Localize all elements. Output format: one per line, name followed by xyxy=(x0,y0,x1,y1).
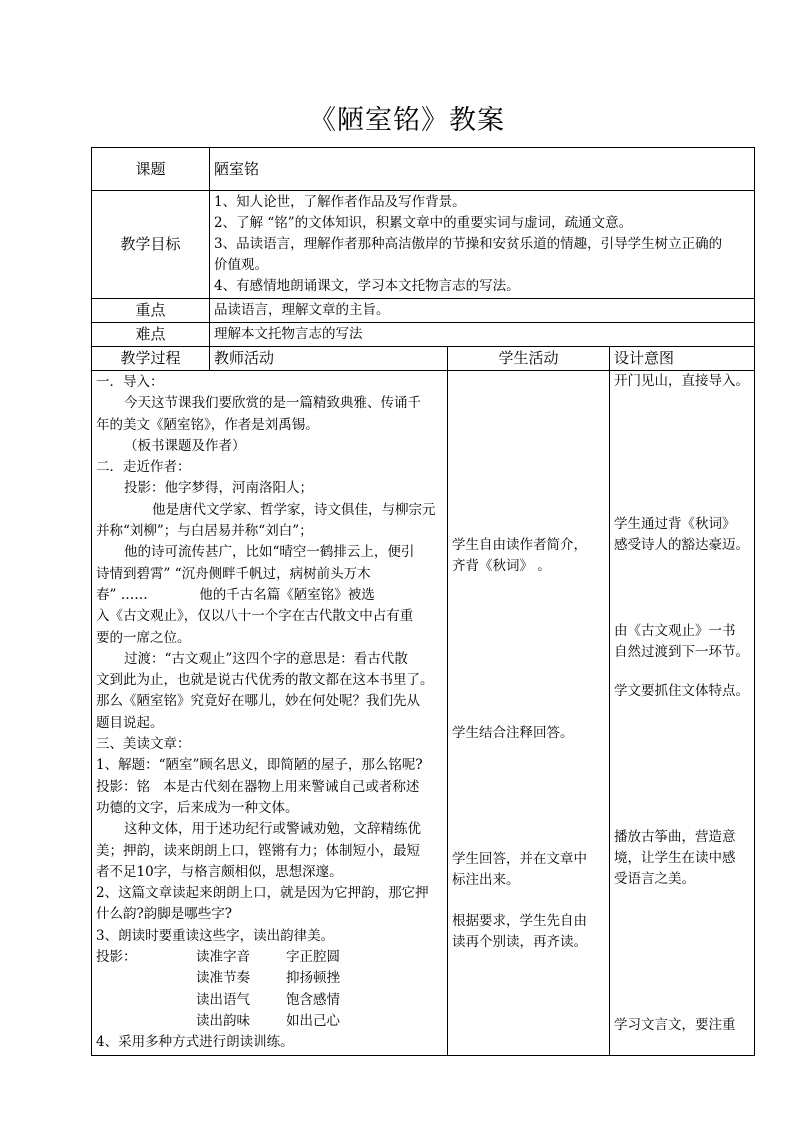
text-line: 入《古文观止》，仅以八十一个字在古代散文中占有重 xyxy=(96,608,414,625)
reading-item: 读准字音 xyxy=(196,949,250,966)
difficulty-label: 难点 xyxy=(92,323,210,347)
goal-line: 4、有感情地朗诵课文，学习本文托物言志的写法。 xyxy=(214,278,520,294)
process-label: 教学过程 xyxy=(92,347,210,371)
text-line: 学生通过背《秋词》 xyxy=(614,516,736,532)
design-note xyxy=(614,371,750,392)
text-line: 3、朗读时要重读这些字，读出韵律美。 xyxy=(96,927,335,944)
text-line: 并称“刘柳”；与白居易并称“刘白”； xyxy=(96,523,313,540)
text-line: 读再个别读，再齐读。 xyxy=(452,934,587,950)
process-header-row xyxy=(92,347,755,371)
difficulty-value: 理解本文托物言志的写法 xyxy=(210,323,755,347)
text-line: 开门见山，直接导入。 xyxy=(614,373,749,389)
reading-item: 如出己心 xyxy=(286,1012,340,1029)
document-title: 《陋室铭》教案 xyxy=(309,105,505,136)
text-line: 功德的文字，后来成为一种文体。 xyxy=(96,799,299,816)
text-line: 学生结合注释回答。 xyxy=(452,725,574,741)
text-line: 文到此为止，也就是说古代优秀的散文都在这本书里了。 xyxy=(96,672,434,689)
key-row xyxy=(92,299,755,323)
student-activity-cell xyxy=(448,371,610,1056)
text-line: 二．走近作者： xyxy=(96,459,191,476)
topic-row xyxy=(92,148,755,191)
text-line: 1、解题：“陋室”顾名思义，即简陋的屋子，那么铭呢? xyxy=(96,757,423,774)
text-line: 4、采用多种方式进行朗读训练。 xyxy=(96,1034,294,1051)
text-line: 由《古文观止》一书 xyxy=(614,623,736,639)
design-note xyxy=(614,1015,750,1036)
goal-line: 价值观。 xyxy=(214,257,268,273)
text-line: 者不足10字，与格言颇相似，思想深邃。 xyxy=(96,863,343,880)
text-line: 学生自由读作者简介， xyxy=(452,537,587,553)
reading-item: 读出语气 xyxy=(196,991,250,1008)
design-note xyxy=(614,827,750,890)
goal-line: 2、了解 “铭”的文体知识，积累文章中的重要实词与虚词，疏通文意。 xyxy=(214,215,633,231)
text-line: 这种文体，用于述功纪行或警诫劝勉，文辞精练优 xyxy=(124,821,421,838)
text-line: 受语言之美。 xyxy=(614,871,695,887)
goal-line: 1、知人论世，了解作者作品及写作背景。 xyxy=(214,194,466,210)
student-note xyxy=(452,535,605,577)
text-line: 根据要求，学生先自由 xyxy=(452,913,587,929)
reading-item: 读准节奏 xyxy=(196,970,250,987)
text-line: 学生回答，并在文章中 xyxy=(452,851,587,867)
text-line: 诗情到碧霄” “沉舟侧畔千帆过，病树前头万木 xyxy=(96,565,371,582)
process-body-row xyxy=(92,371,755,1056)
student-note xyxy=(452,849,605,891)
reading-requirements xyxy=(96,947,443,1032)
text-line: 投影：铭 本是古代刻在器物上用来警诫自己或者称述 xyxy=(96,778,420,795)
design-header: 设计意图 xyxy=(610,347,755,371)
text-line: 2、这篇文章读起来朗朗上口，就是因为它押韵，那它押 xyxy=(96,885,429,902)
teacher-header: 教师活动 xyxy=(210,347,448,371)
text-line: 播放古筝曲，营造意 xyxy=(614,829,736,845)
text-line: 年的美文《陋室铭》，作者是刘禹锡。 xyxy=(96,416,319,433)
topic-label: 课题 xyxy=(92,148,210,191)
text-line: 什么韵?韵脚是哪些字? xyxy=(96,906,232,923)
design-note xyxy=(614,514,750,556)
topic-value: 陋室铭 xyxy=(210,148,755,191)
text-line: 春” …… 他的千古名篇《陋室铭》被选 xyxy=(96,586,375,603)
goal-line: 3、品读语言，理解作者那种高洁傲岸的节操和安贫乐道的情趣，引导学生树立正确的 xyxy=(214,236,723,252)
key-label: 重点 xyxy=(92,299,210,323)
student-note xyxy=(452,911,605,953)
text-line: 他是唐代文学家、哲学家，诗文俱佳，与柳宗元 xyxy=(152,501,436,518)
text-line: 感受诗人的豁达豪迈。 xyxy=(614,537,749,553)
text-line: 投影：他字梦得，河南洛阳人； xyxy=(124,480,313,497)
key-value: 品读语言，理解文章的主旨。 xyxy=(210,299,755,323)
goals-row xyxy=(92,191,755,299)
text-line: 今天这节课我们要欣赏的是一篇精致典雅、传诵千 xyxy=(124,395,421,412)
design-note xyxy=(614,681,750,702)
text-line: 他的诗可流传甚广，比如“晴空一鹤排云上，便引 xyxy=(124,544,415,561)
text-line: 那么《陋室铭》究竟好在哪儿，妙在何处呢？我们先从 xyxy=(96,693,420,710)
goals-label: 教学目标 xyxy=(92,191,210,299)
design-note xyxy=(614,621,750,663)
reading-prefix: 投影： xyxy=(96,949,137,966)
text-line: 标注出来。 xyxy=(452,872,520,888)
text-line: 美；押韵，读来朗朗上口，铿锵有力；体制短小，最短 xyxy=(96,842,420,859)
text-line: 学文要抓住文体特点。 xyxy=(614,683,749,699)
text-line: 齐背《秋词》 。 xyxy=(452,558,551,574)
lesson-plan-table xyxy=(91,147,755,1056)
reading-item: 抑扬顿挫 xyxy=(286,970,340,987)
goals-content xyxy=(210,191,755,299)
text-line: 学习文言文，要注重 xyxy=(614,1017,736,1033)
reading-item: 读出韵味 xyxy=(196,1012,250,1029)
student-note xyxy=(452,723,605,744)
text-line: 过渡：“古文观止”这四个字的意思是：看古代散 xyxy=(124,650,408,667)
text-line: 题目说起。 xyxy=(96,714,164,731)
teacher-activity-cell xyxy=(92,371,448,1056)
student-header: 学生活动 xyxy=(448,347,610,371)
difficulty-row xyxy=(92,323,755,347)
text-line: 要的一席之位。 xyxy=(96,629,191,646)
text-line: 一．导入： xyxy=(96,374,164,390)
reading-item: 字正腔圆 xyxy=(286,949,340,966)
text-line: 三、美读文章： xyxy=(96,736,191,753)
text-line: 境，让学生在读中感 xyxy=(614,850,736,866)
text-line: （板书课题及作者） xyxy=(124,437,246,454)
reading-item: 饱含感情 xyxy=(286,991,340,1008)
design-intent-cell xyxy=(610,371,755,1056)
text-line: 自然过渡到下一环节。 xyxy=(614,644,749,660)
